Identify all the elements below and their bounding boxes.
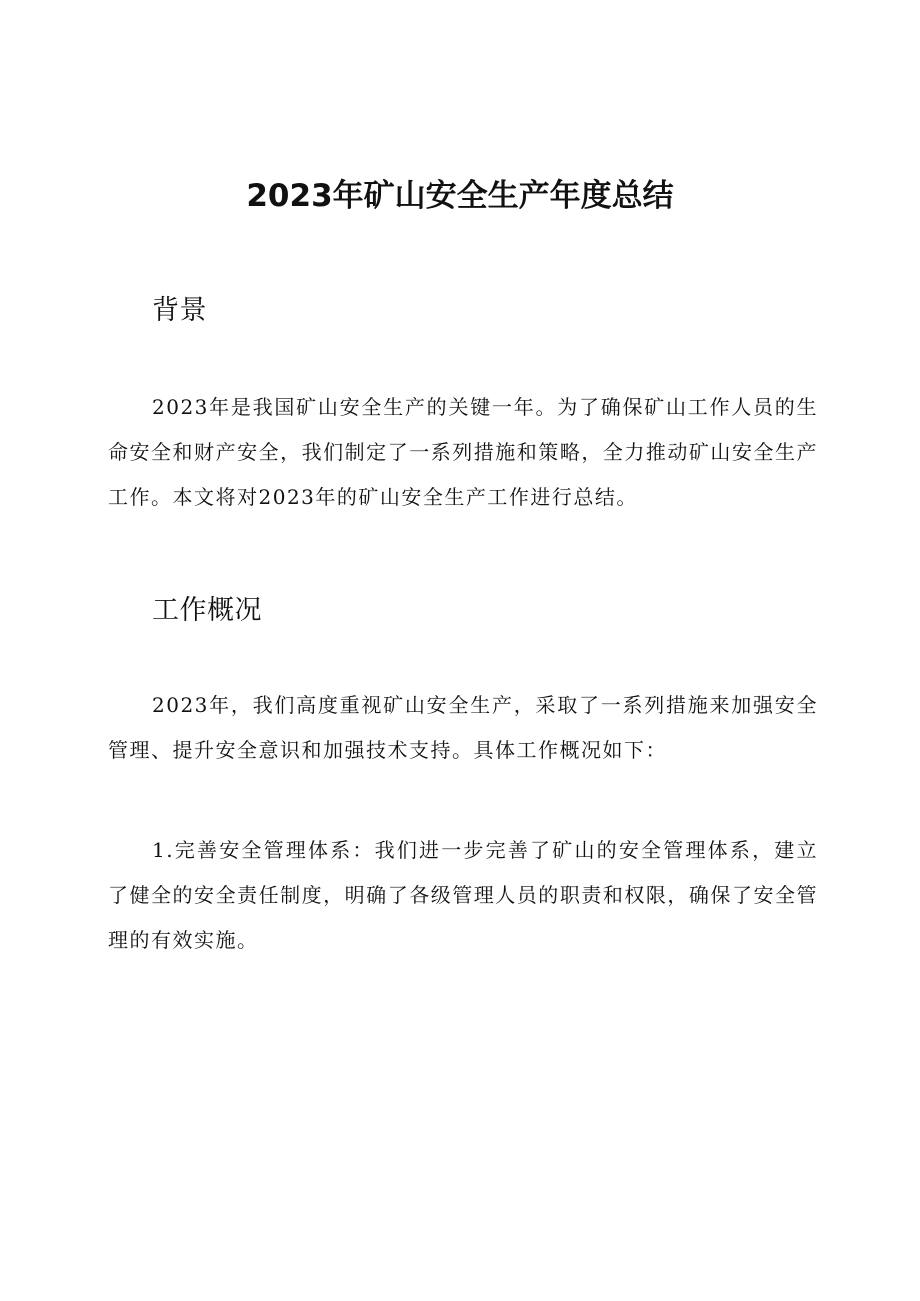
section-heading-work-overview: 工作概况 [152,595,262,626]
section-heading-background: 背景 [152,295,207,326]
safety-management-item-paragraph: 1.完善安全管理体系：我们进一步完善了矿山的安全管理体系，建立了健全的安全责任制度，明确了各级管理人员的职责和权限，确保了安全管理的有效实施。 [108,838,818,952]
work-overview-paragraph: 2023年，我们高度重视矿山安全生产，采取了一系列措施来加强安全管理、提升安全意识和加强技术支持。具体工作概况如下： [108,693,818,762]
document-title: 2023年矿山安全生产年度总结 [246,178,674,214]
background-paragraph: 2023年是我国矿山安全生产的关键一年。为了确保矿山工作人员的生命安全和财产安全，我们制定了一系列措施和策略，全力推动矿山安全生产工作。本文将对2023年的矿山安全生产工作进行总结。 [108,395,818,509]
